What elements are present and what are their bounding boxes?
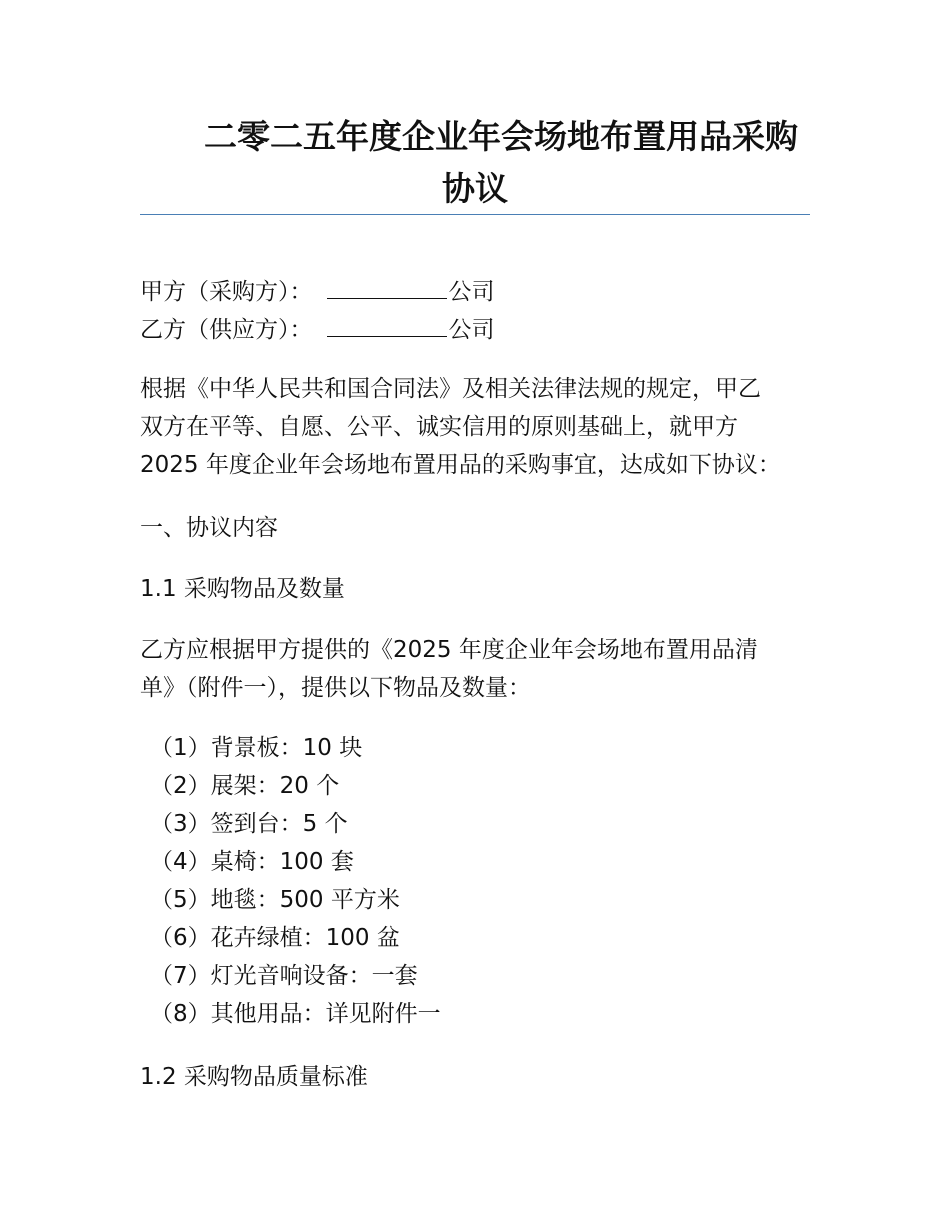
subsection-heading-1-2: 1.2 采购物品质量标准	[140, 1064, 368, 1090]
list-item: （2）展架：20 个	[150, 773, 340, 799]
party-a-label: 甲方（采购方）：	[140, 279, 313, 305]
list-item: （6）花卉绿植：100 盆	[150, 925, 400, 951]
list-item: （8）其他用品：详见附件一	[150, 1001, 441, 1027]
party-a-blank	[327, 276, 447, 299]
paragraph-1-1-line-2: 单》（附件一），提供以下物品及数量：	[140, 675, 531, 701]
paragraph-1-1-line-1: 乙方应根据甲方提供的《2025 年度企业年会场地布置用品清	[140, 637, 758, 663]
party-b-line	[140, 311, 495, 349]
list-item: （5）地毯：500 平方米	[150, 887, 400, 913]
section-heading-1: 一、协议内容	[140, 515, 278, 541]
list-item: （7）灯光音响设备：一套	[150, 963, 418, 989]
document-title-line-1: 二零二五年度企业年会场地布置用品采购	[204, 117, 798, 156]
list-item: （4）桌椅：100 套	[150, 849, 354, 875]
party-b-blank	[327, 314, 447, 337]
document-title-line-2: 协议	[442, 169, 508, 208]
intro-line-3: 2025 年度企业年会场地布置用品的采购事宜，达成如下协议：	[140, 452, 781, 478]
intro-line-2: 双方在平等、自愿、公平、诚实信用的原则基础上，就甲方	[140, 414, 738, 440]
party-b-suffix: 公司	[448, 317, 495, 343]
title-underline-rule	[140, 214, 810, 215]
list-item: （1）背景板：10 块	[150, 735, 363, 761]
intro-line-1: 根据《中华人民共和国合同法》及相关法律法规的规定，甲乙	[140, 376, 761, 402]
list-item: （3）签到台：5 个	[150, 811, 348, 837]
subsection-heading-1-1: 1.1 采购物品及数量	[140, 576, 345, 602]
party-b-label: 乙方（供应方）：	[140, 317, 313, 343]
party-a-suffix: 公司	[448, 279, 495, 305]
party-a-line	[140, 273, 495, 311]
